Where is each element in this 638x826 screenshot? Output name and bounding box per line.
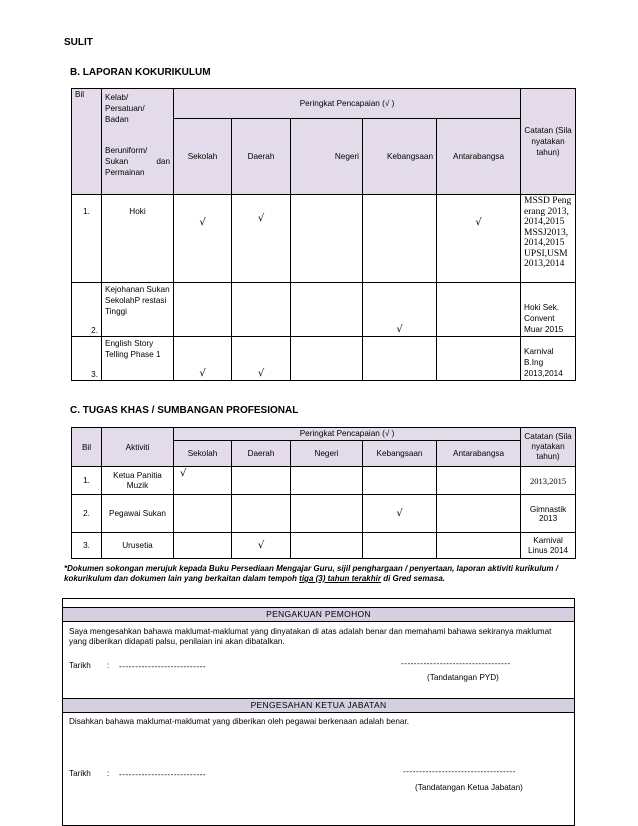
col-negeri: Negeri [291, 441, 363, 467]
row-name: Kejohanan Sukan SekolahP restasi Tinggi [102, 283, 174, 337]
pengakuan-colon: : [107, 661, 110, 670]
table-row [72, 495, 576, 533]
tick-kebangsaan: √ [363, 495, 437, 533]
row-catatan: 2013,2015 [521, 467, 576, 495]
tick-antarabangsa: √ [437, 195, 521, 283]
tick-antarabangsa [437, 495, 521, 533]
tugas-khas-table [71, 427, 576, 559]
tick-negeri [291, 337, 363, 381]
col-kelab [102, 89, 174, 195]
tick-negeri [291, 467, 363, 495]
tick-kebangsaan [363, 533, 437, 559]
row-aktiviti: Ketua Panitia Muzik [102, 467, 174, 495]
tick-kebangsaan [363, 337, 437, 381]
col-aktiviti: Aktiviti [102, 428, 174, 467]
tick-daerah: √ [232, 533, 291, 559]
col-negeri: Negeri [291, 119, 363, 195]
tick-sekolah: √ [174, 467, 232, 495]
col-peringkat: Peringkat Pencapaian (√ ) [174, 89, 521, 119]
col-antarabangsa: Antarabangsa [437, 119, 521, 195]
pyd-signature-label: (Tandatangan PYD) [427, 673, 499, 682]
table-row [72, 533, 576, 559]
row-aktiviti: Pegawai Sukan [102, 495, 174, 533]
col-kelab-top: Kelab/ Persatuan/ Badan [105, 93, 145, 124]
tick-antarabangsa [437, 467, 521, 495]
pengesahan-colon: : [107, 769, 110, 778]
col-catatan: Catatan (Sila nyatakan tahun) [521, 428, 576, 467]
row-bil: 3. [72, 533, 102, 559]
tick-sekolah [174, 283, 232, 337]
row-bil: 2. [72, 495, 102, 533]
row-bil: 1. [72, 195, 102, 283]
tick-antarabangsa [437, 283, 521, 337]
table-row [72, 195, 576, 283]
declaration-box [62, 598, 575, 826]
col-bil: Bil [72, 89, 102, 195]
ketua-signature-label: (Tandatangan Ketua Jabatan) [415, 783, 523, 792]
tick-kebangsaan [363, 467, 437, 495]
row-bil: 3. [72, 337, 102, 381]
kokurikulum-table [71, 88, 576, 381]
col-kebangsaan: Kebangsaan [363, 441, 437, 467]
row-catatan: MSSD Pengerang 2013,2014,2015 MSSJ2013,2014,2015 UPSI,USM 2013,2014 [521, 195, 576, 283]
tick-sekolah: √ [174, 337, 232, 381]
tick-kebangsaan [363, 195, 437, 283]
tick-negeri [291, 283, 363, 337]
section-c-title: C. TUGAS KHAS / SUMBANGAN PROFESIONAL [70, 405, 299, 416]
document-classification: SULIT [64, 37, 93, 48]
tick-antarabangsa [437, 533, 521, 559]
row-catatan: Karnival B.Ing 2013,2014 [521, 337, 576, 381]
pengesahan-tarikh-label: Tarikh [69, 769, 91, 778]
tick-daerah: √ [232, 337, 291, 381]
table-row [72, 467, 576, 495]
pengesahan-title: PENGESAHAN KETUA JABATAN [63, 698, 574, 713]
tick-sekolah [174, 495, 232, 533]
col-peringkat: Peringkat Pencapaian (√ ) [174, 428, 521, 441]
row-name: Hoki [102, 195, 174, 283]
table-row [72, 337, 576, 381]
col-daerah: Daerah [232, 441, 291, 467]
tick-daerah [232, 283, 291, 337]
row-catatan: Hoki Sek. Convent Muar 2015 [521, 283, 576, 337]
col-bil: Bil [72, 428, 102, 467]
col-sekolah: Sekolah [174, 119, 232, 195]
tick-kebangsaan: √ [363, 283, 437, 337]
tick-antarabangsa [437, 337, 521, 381]
row-catatan: Gimnastik 2013 [521, 495, 576, 533]
col-kelab-bottom: Beruniform/ Sukan dan Permainan [105, 146, 170, 177]
pengesahan-text: Disahkan bahawa maklumat-maklumat yang diberikan oleh pegawai berkenaan adalah benar. [69, 717, 409, 726]
col-kebangsaan: Kebangsaan [363, 119, 437, 195]
pengesahan-tarikh-line: --------------------------- [119, 770, 207, 779]
row-bil: 1. [72, 467, 102, 495]
pengakuan-text: Saya mengesahkan bahawa maklumat-maklumat yang dinyatakan di atas adalah benar dan memahami bahawa sekiranya maklumat yang diberikan didapati palsu, penilaian ini akan dibatalkan. [69, 627, 552, 646]
section-b-title: B. LAPORAN KOKURIKULUM [70, 67, 211, 78]
ketua-signature-line: ----------------------------------- [403, 767, 516, 776]
tick-daerah [232, 467, 291, 495]
tick-negeri [291, 195, 363, 283]
tick-sekolah: √ [174, 195, 232, 283]
row-catatan: Karnival Linus 2014 [521, 533, 576, 559]
row-name: English Story Telling Phase 1 [102, 337, 174, 381]
note-text-end: di Gred semasa. [380, 574, 445, 583]
supporting-document-note [64, 564, 576, 584]
pyd-signature-line: ---------------------------------- [401, 659, 511, 668]
row-aktiviti: Urusetia [102, 533, 174, 559]
col-sekolah: Sekolah [174, 441, 232, 467]
table-row [72, 283, 576, 337]
pengakuan-tarikh-line: --------------------------- [119, 662, 207, 671]
tick-negeri [291, 495, 363, 533]
row-bil: 2. [72, 283, 102, 337]
note-text: *Dokumen sokongan merujuk kepada Buku Persediaan Mengajar Guru, sijil penghargaan / penyertaan, laporan aktiviti kurikulum / kokurikulum dan dokumen lain yang berkaitan dalam tempoh [64, 564, 558, 583]
col-catatan: Catatan (Sila nyatakan tahun) [521, 89, 576, 195]
tick-daerah [232, 495, 291, 533]
col-antarabangsa: Antarabangsa [437, 441, 521, 467]
tick-daerah: √ [232, 195, 291, 283]
tick-sekolah [174, 533, 232, 559]
tick-negeri [291, 533, 363, 559]
note-underline: tiga (3) tahun terakhir [299, 574, 381, 583]
col-daerah: Daerah [232, 119, 291, 195]
pengakuan-tarikh-label: Tarikh [69, 661, 91, 670]
pengakuan-title: PENGAKUAN PEMOHON [63, 607, 574, 622]
